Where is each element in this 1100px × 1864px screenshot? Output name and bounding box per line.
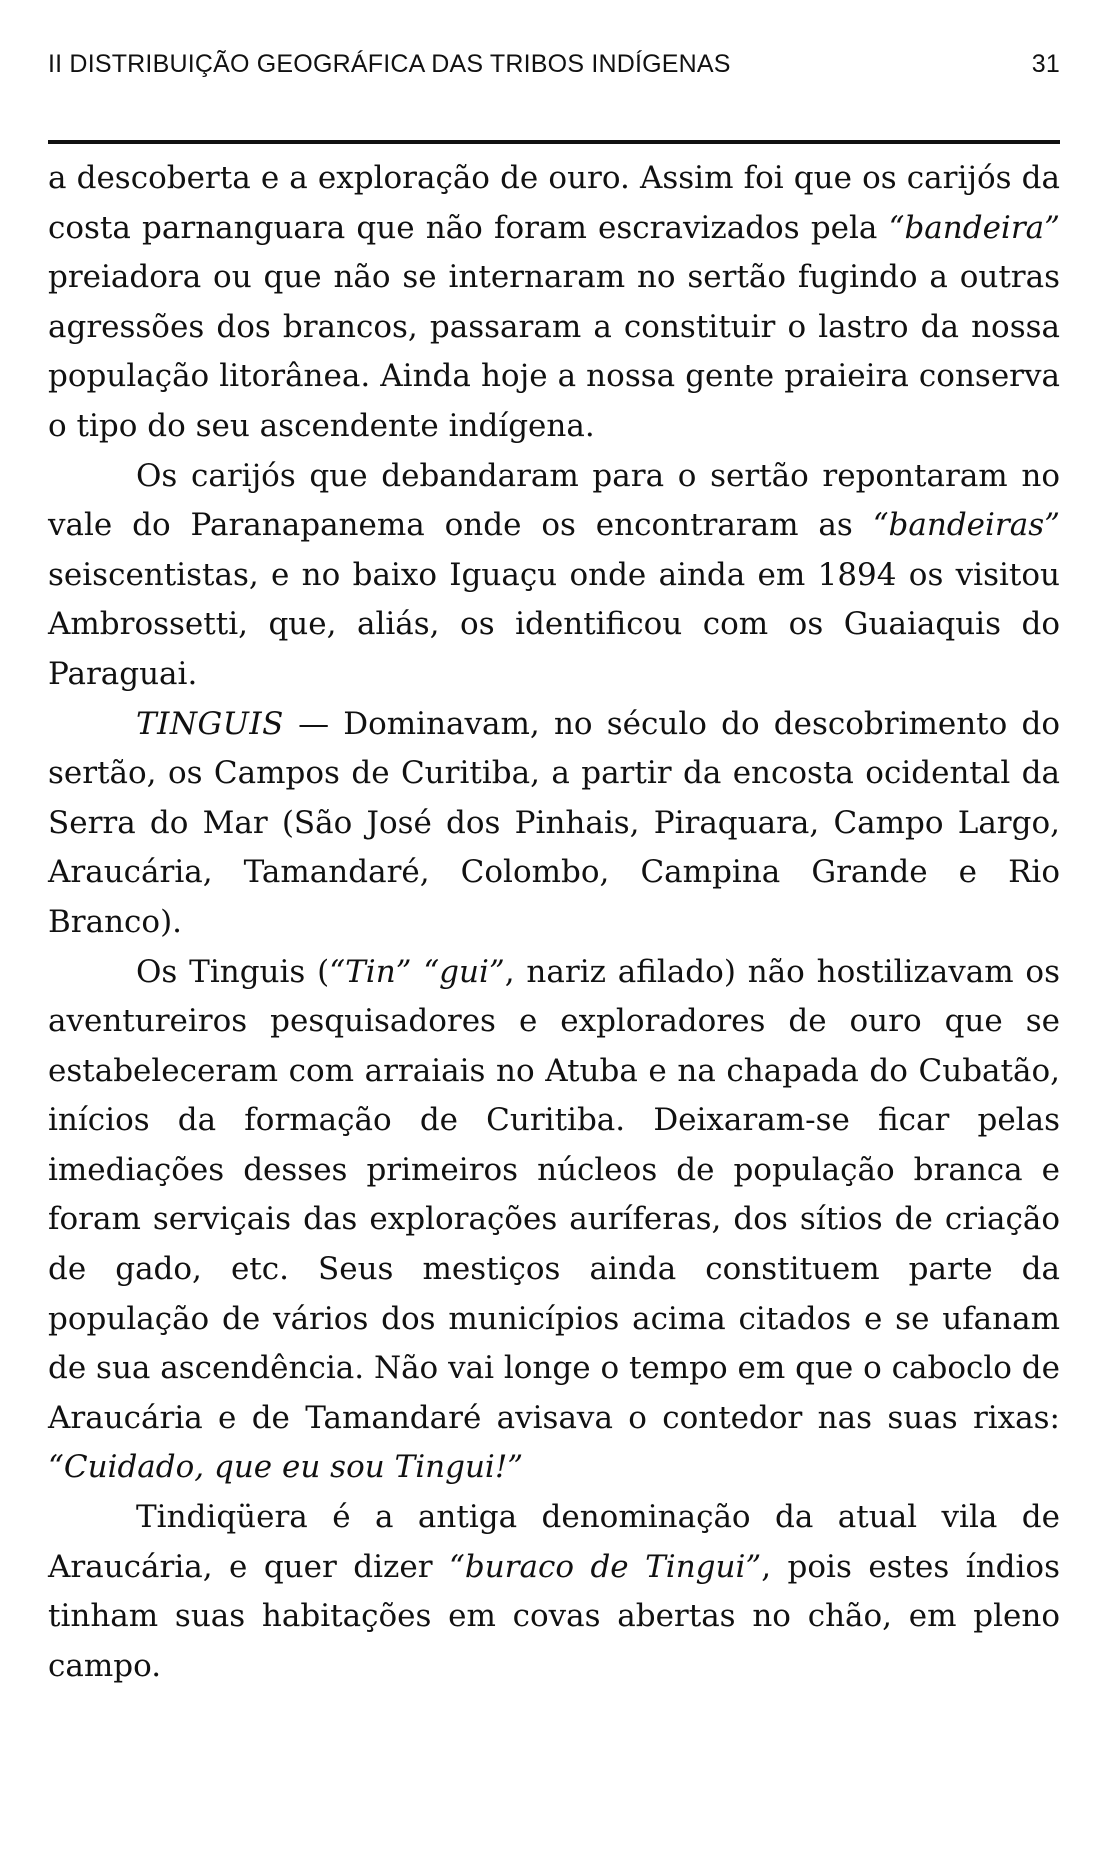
text-run: a descoberta e a exploração de ouro. Assim foi que os carijós da costa parnanguara que não foram escravizados pela <box>48 160 1060 246</box>
text-run: Tindiqüera é a antiga denominação da atual vila de Araucária, e quer dizer <box>48 1499 1060 1585</box>
section-heading-term: TINGUIS <box>136 705 284 742</box>
paragraph <box>48 948 1060 1494</box>
italic-term: “Tin” “gui” <box>329 953 505 990</box>
running-header <box>48 28 1060 80</box>
paragraph <box>48 1493 1060 1691</box>
text-run: Os Tinguis ( <box>136 953 330 990</box>
header-rule <box>48 140 1060 144</box>
text-run: seiscentistas, e no baixo Iguaçu onde ainda em 1894 os visitou Ambrossetti, que, aliás, os identificou com os Guaiaquis do Paraguai. <box>48 556 1060 692</box>
paragraph <box>48 700 1060 948</box>
paragraph <box>48 452 1060 700</box>
text-run: , pois estes índios tinham suas habitações em covas abertas no chão, em pleno campo. <box>48 1548 1060 1684</box>
text-run: , nariz afilado) não hostilizavam os aventureiros pesquisadores e exploradores de ouro que se estabeleceram com arraiais no Atuba e na chapada do Cubatão, inícios da formação de Curitiba. Deixaram-se ficar pelas imediações desses primeiros núcleos de população branca e foram serviçais das explorações auríferas, dos sítios de criação de gado, etc. Seus mestiços ainda constituem parte da população de vários dos municípios acima citados e se ufanam de sua ascendência. Não vai longe o tempo em que o caboclo de Araucária e de Tamandaré avisava o contedor nas suas rixas: <box>48 953 1060 1436</box>
paragraph <box>48 154 1060 452</box>
text-run: preiadora ou que não se internaram no sertão fugindo a outras agressões dos brancos, passaram a constituir o lastro da nossa população litorânea. Ainda hoje a nossa gente praieira conserva o tipo do seu ascendente indígena. <box>48 259 1060 444</box>
running-title: II DISTRIBUIÇÃO GEOGRÁFICA DAS TRIBOS INDÍGENAS <box>48 50 731 78</box>
italic-term: “buraco de Tingui” <box>449 1548 762 1585</box>
italic-term: “bandeira” <box>888 209 1060 246</box>
body-text <box>48 154 1060 1691</box>
page-number: 31 <box>1031 50 1060 78</box>
text-run: Os carijós que debandaram para o sertão repontaram no vale do Paranapanema onde os encontraram as <box>48 457 1060 544</box>
italic-quote: “Cuidado, que eu sou Tingui!” <box>48 1449 524 1486</box>
book-page <box>48 28 1060 1828</box>
italic-term: “bandeiras” <box>872 507 1060 544</box>
text-run: — Dominavam, no século do descobrimento do sertão, os Campos de Curitiba, a partir da encosta ocidental da Serra do Mar (São José dos Pinhais, Piraquara, Campo Largo, Araucária, Tamandaré, Colombo, Campina Grande e Rio Branco). <box>48 705 1060 940</box>
